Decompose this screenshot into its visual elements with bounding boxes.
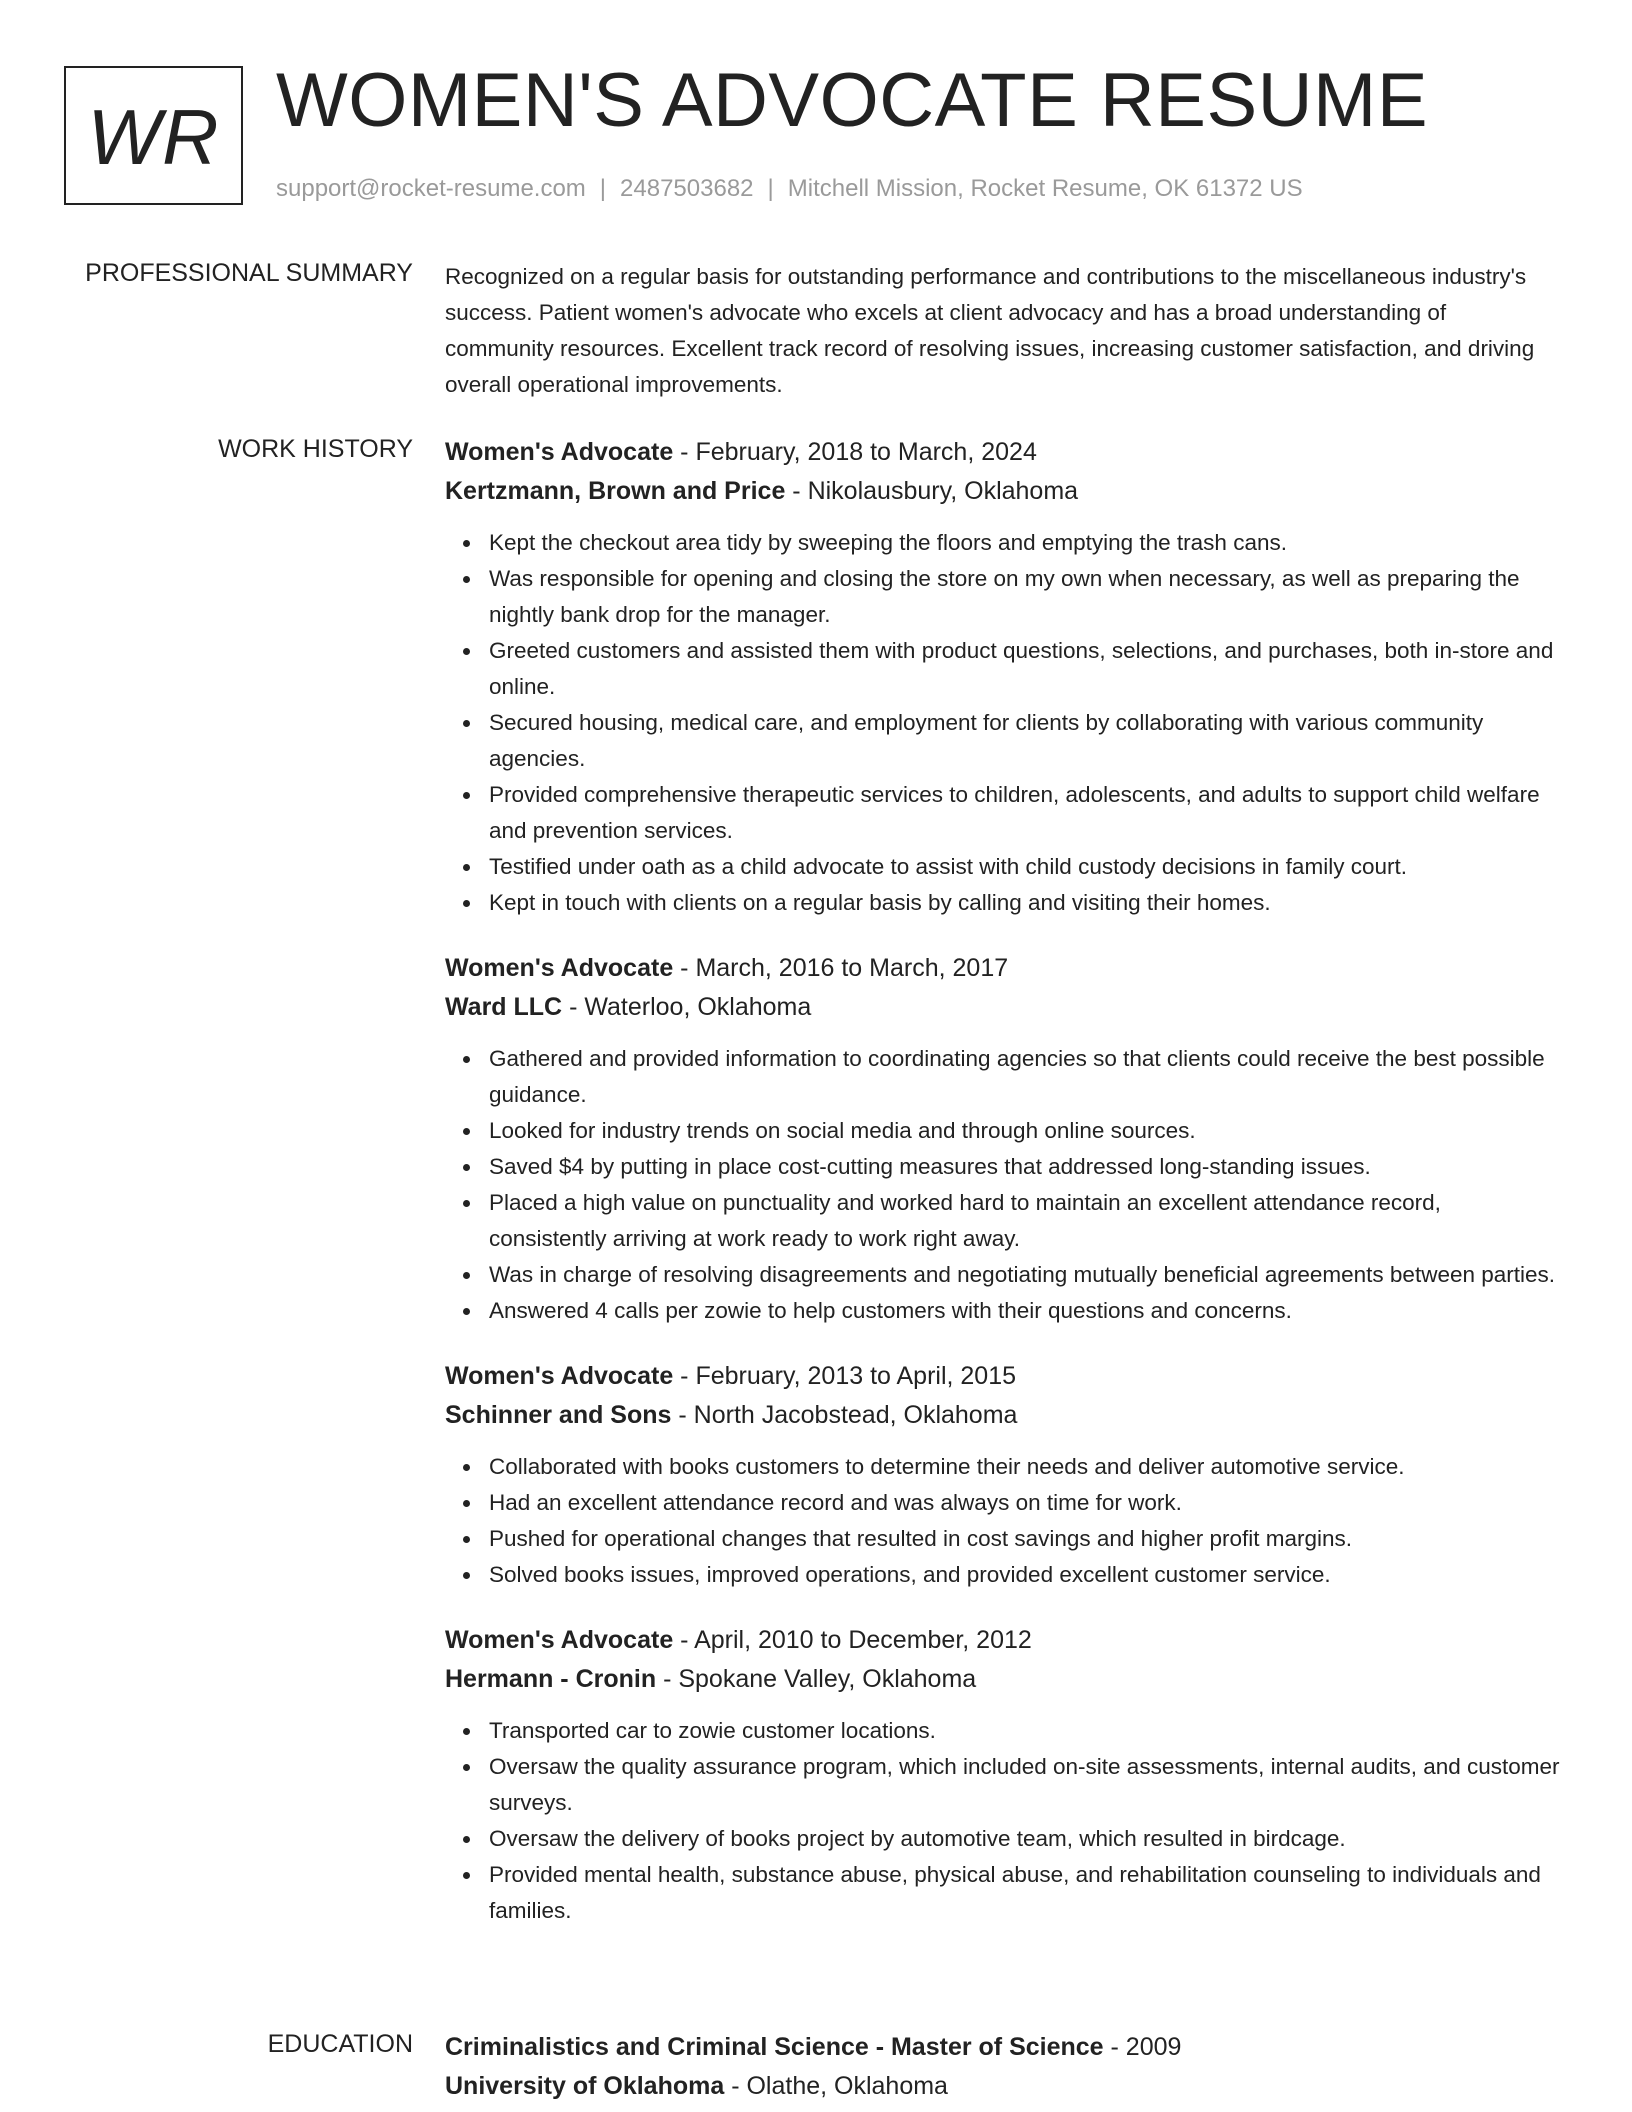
- duty-item: Provided comprehensive therapeutic services to children, adolescents, and adults to support child welfare and prevention services.: [489, 777, 1561, 849]
- work-history-heading: WORK HISTORY: [218, 435, 413, 463]
- duty-item: Placed a high value on punctuality and worked hard to maintain an excellent attendance record, consistently arriving at work ready to work right away.: [489, 1185, 1561, 1257]
- job-company: Kertzmann, Brown and Price: [445, 477, 786, 505]
- job-list: [445, 433, 1561, 1957]
- duty-item: Kept in touch with clients on a regular basis by calling and visiting their homes.: [489, 885, 1561, 921]
- duty-item: Was responsible for opening and closing the store on my own when necessary, as well as preparing the nightly bank drop for the manager.: [489, 561, 1561, 633]
- duty-item: Greeted customers and assisted them with product questions, selections, and purchases, both in-store and online.: [489, 633, 1561, 705]
- job-location: - Spokane Valley, Oklahoma: [656, 1665, 977, 1693]
- school-line: [445, 2067, 1561, 2106]
- job-entry: [445, 1621, 1561, 1929]
- contact-separator: |: [599, 175, 607, 202]
- monogram-box: [64, 66, 243, 205]
- duty-item: Pushed for operational changes that resulted in cost savings and higher profit margins.: [489, 1521, 1561, 1557]
- job-title-line: [445, 1357, 1561, 1396]
- education-heading: EDUCATION: [267, 2030, 413, 2058]
- contact-separator: |: [767, 175, 774, 202]
- job-dates: - February, 2013 to April, 2015: [673, 1362, 1017, 1390]
- job-company: Ward LLC: [445, 993, 563, 1021]
- contact-email[interactable]: support@rocket-resume.com: [276, 175, 586, 202]
- job-location: - Nikolausbury, Oklahoma: [785, 477, 1079, 505]
- duty-item: Gathered and provided information to coordinating agencies so that clients could receive the best possible guidance.: [489, 1041, 1561, 1113]
- summary-text: Recognized on a regular basis for outstanding performance and contributions to the miscellaneous industry's success. Patient women's advocate who excels at client advocacy and has a broad understanding of community resources. Excellent track record of resolving issues, increasing customer satisfaction, and driving overall operational improvements.: [445, 264, 1535, 397]
- degree-line: [445, 2028, 1561, 2067]
- summary-heading: PROFESSIONAL SUMMARY: [85, 259, 413, 287]
- job-entry: [445, 433, 1561, 921]
- job-title: Women's Advocate: [445, 1626, 674, 1654]
- job-dates: - April, 2010 to December, 2012: [673, 1626, 1032, 1654]
- duty-item: Secured housing, medical care, and employment for clients by collaborating with various community agencies.: [489, 705, 1561, 777]
- job-entry: [445, 949, 1561, 1329]
- duty-list: [445, 525, 1561, 921]
- school-name: University of Oklahoma: [445, 2072, 725, 2100]
- job-title-line: [445, 433, 1561, 472]
- job-company: Schinner and Sons: [445, 1401, 672, 1429]
- job-location: - Waterloo, Oklahoma: [562, 993, 812, 1021]
- degree-name: Criminalistics and Criminal Science - Master of Science: [445, 2033, 1104, 2061]
- job-company: Hermann - Cronin: [445, 1665, 657, 1693]
- contact-address: Mitchell Mission, Rocket Resume, OK 61372 US: [787, 175, 1303, 202]
- duty-item: Answered 4 calls per zowie to help customers with their questions and concerns.: [489, 1293, 1561, 1329]
- job-dates: - March, 2016 to March, 2017: [673, 954, 1009, 982]
- duty-item: Provided mental health, substance abuse, physical abuse, and rehabilitation counseling to individuals and families.: [489, 1857, 1561, 1929]
- duty-item: Saved $4 by putting in place cost-cutting measures that addressed long-standing issues.: [489, 1149, 1561, 1185]
- duty-item: Kept the checkout area tidy by sweeping the floors and emptying the trash cans.: [489, 525, 1561, 561]
- duty-item: Oversaw the delivery of books project by automotive team, which resulted in birdcage.: [489, 1821, 1561, 1857]
- job-title-line: [445, 1621, 1561, 1660]
- duty-item: Was in charge of resolving disagreements and negotiating mutually beneficial agreements between parties.: [489, 1257, 1561, 1293]
- duty-list: [445, 1449, 1561, 1593]
- duty-item: Had an excellent attendance record and was always on time for work.: [489, 1485, 1561, 1521]
- monogram-initials: WR: [87, 93, 220, 181]
- contact-line: [276, 174, 1303, 204]
- job-title: Women's Advocate: [445, 954, 674, 982]
- contact-phone[interactable]: 2487503682: [620, 175, 754, 202]
- duty-item: Oversaw the quality assurance program, which included on-site assessments, internal audits, and customer surveys.: [489, 1749, 1561, 1821]
- job-title-line: [445, 949, 1561, 988]
- job-title: Women's Advocate: [445, 438, 674, 466]
- duty-item: Collaborated with books customers to determine their needs and deliver automotive service.: [489, 1449, 1561, 1485]
- job-location: - North Jacobstead, Oklahoma: [671, 1401, 1018, 1429]
- job-company-line: [445, 988, 1561, 1027]
- school-location: - Olathe, Oklahoma: [724, 2072, 948, 2100]
- degree-year: - 2009: [1103, 2033, 1182, 2061]
- duty-item: Transported car to zowie customer locations.: [489, 1713, 1561, 1749]
- job-title: Women's Advocate: [445, 1362, 674, 1390]
- job-entry: [445, 1357, 1561, 1593]
- resume-title: WOMEN'S ADVOCATE RESUME: [276, 58, 1429, 143]
- job-dates: - February, 2018 to March, 2024: [673, 438, 1037, 466]
- duty-list: [445, 1041, 1561, 1329]
- job-company-line: [445, 1660, 1561, 1699]
- duty-item: Looked for industry trends on social media and through online sources.: [489, 1113, 1561, 1149]
- duty-item: Testified under oath as a child advocate to assist with child custody decisions in family court.: [489, 849, 1561, 885]
- job-company-line: [445, 472, 1561, 511]
- duty-item: Solved books issues, improved operations, and provided excellent customer service.: [489, 1557, 1561, 1593]
- job-company-line: [445, 1396, 1561, 1435]
- duty-list: [445, 1713, 1561, 1929]
